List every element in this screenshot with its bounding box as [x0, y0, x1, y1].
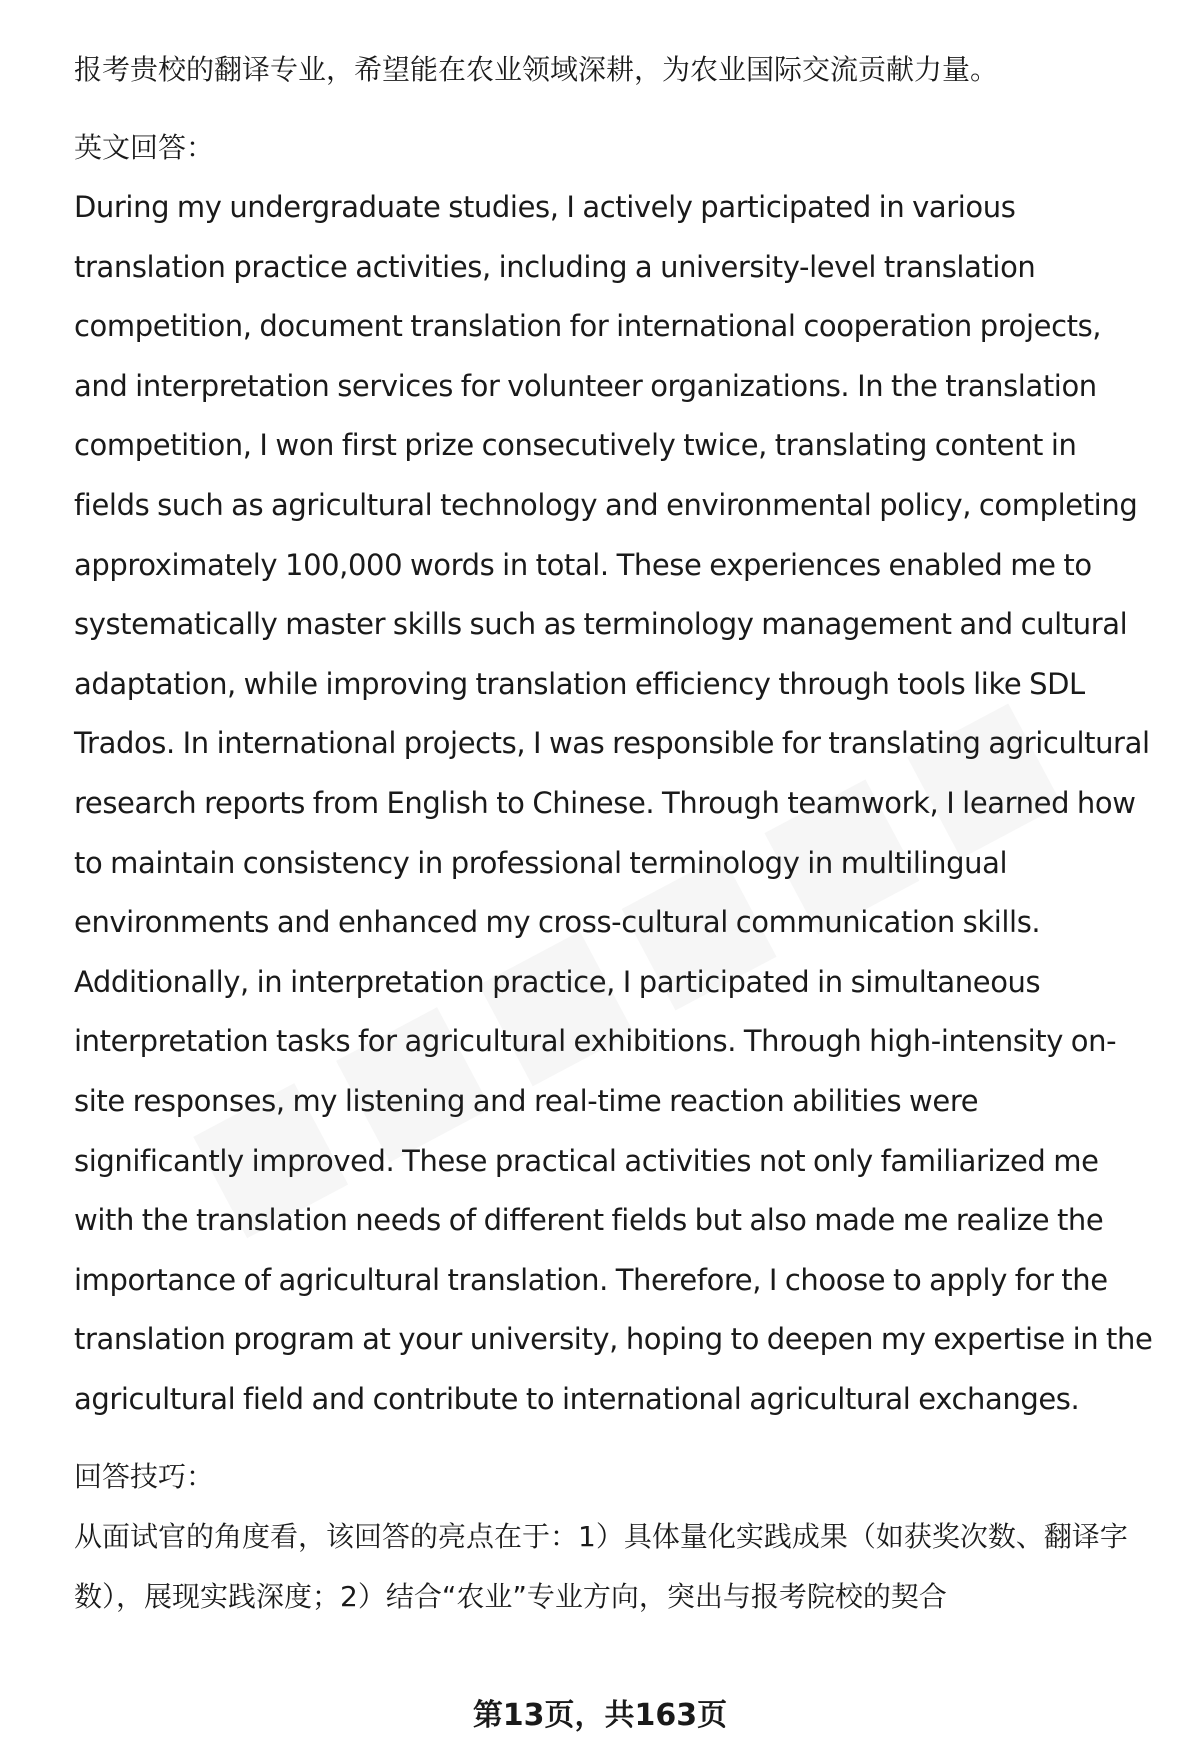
english-answer-text: During my undergraduate studies, I actively participated in various translation practice activities, including a university-level translation competition, document translation for international cooperation projects, and interpretation services for volunteer organizations. In the translation competition, I won first prize consecutively twice, translating content in fields such as agricultural technology and environmental policy, completing approximately 100,000 words in total. These experiences enabled me to systematically master skills such as terminology management and cultural adaptation, while improving translation efficiency through tools like SDL Trados. In international projects, I was responsible for translating agricultural research reports from English to Chinese. Through teamwork, I learned how to maintain consistency in professional terminology in multilingual environments and enhanced my cross-cultural communication skills. Additionally, in interpretation practice, I participated in simultaneous interpretation tasks for agricultural exhibitions. Through high-intensity on-site responses, my listening and real-time reaction abilities were significantly improved. These practical activities not only familiarized me with the translation needs of different fields but also made me realize the importance of agricultural translation. Therefore, I choose to apply for the translation program at your university, hoping to deepen my expertise in the agricultural field and contribute to international agricultural exchanges. — [74, 190, 1153, 1416]
page-content — [74, 40, 1154, 1627]
english-answer-heading: 英文回答： — [74, 131, 215, 164]
tips-text: 从面试官的角度看，该回答的亮点在于：1）具体量化实践成果（如获奖次数、翻译字数），展现实践深度；2）结合“农业”专业方向，突出与报考院校的契合 — [74, 1520, 1128, 1614]
intro-line: 报考贵校的翻译专业，希望能在农业领域深耕，为农业国际交流贡献力量。 — [74, 53, 999, 86]
tips-heading: 回答技巧： — [74, 1460, 215, 1494]
page-number-footer: 第13页，共163页 — [472, 1698, 728, 1733]
